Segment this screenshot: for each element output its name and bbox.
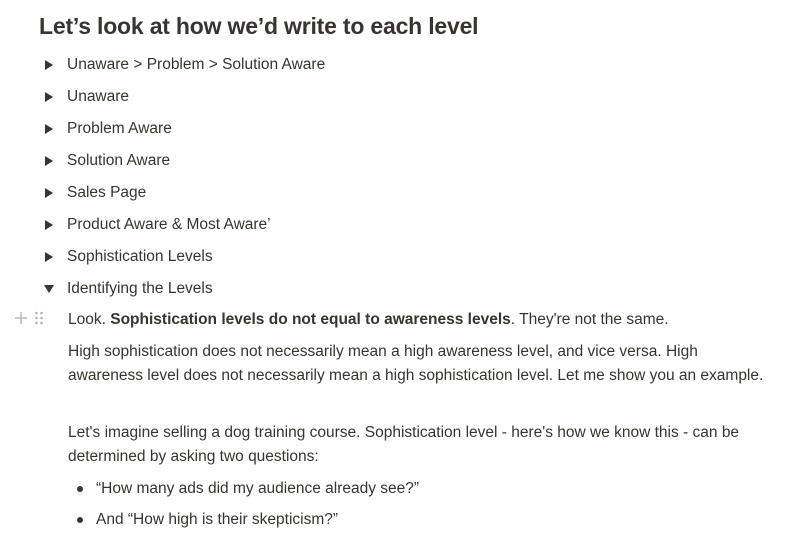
drag-handle-icon[interactable] xyxy=(34,311,44,330)
toggle-label: Unaware > Problem > Solution Aware xyxy=(67,56,326,73)
toggle-sales-page[interactable] xyxy=(44,177,146,209)
toggle-label: Unaware xyxy=(67,88,130,105)
paragraph-dog-training: Let's imagine selling a dog training course. Sophistication level - here's how we know this - can be determined by asking two questions: xyxy=(68,424,740,465)
paragraph-sophistication-not-awareness xyxy=(68,308,768,332)
toggle-identifying-levels[interactable] xyxy=(44,273,213,305)
toggle-label: Problem Aware xyxy=(67,120,172,137)
toggle-solution-aware[interactable] xyxy=(44,145,170,177)
triangle-right-icon[interactable] xyxy=(44,53,68,77)
plus-icon[interactable] xyxy=(14,311,28,330)
triangle-right-icon[interactable] xyxy=(44,117,68,141)
list-item xyxy=(68,477,419,501)
triangle-down-icon[interactable] xyxy=(44,277,68,301)
triangle-right-icon[interactable] xyxy=(44,85,68,109)
triangle-right-icon[interactable] xyxy=(44,181,68,205)
toggle-product-aware[interactable] xyxy=(44,209,271,241)
list-item xyxy=(68,508,338,532)
paragraph-high-sophistication: High sophistication does not necessarily mean a high awareness level, and vice versa. High awareness level does not necessarily mean a high sophistication level. Let me show you an example. xyxy=(68,343,764,384)
toggle-label: Solution Aware xyxy=(67,152,171,169)
toggle-unaware[interactable] xyxy=(44,81,129,113)
bullet-icon xyxy=(77,517,83,523)
paragraph-text: Look. xyxy=(68,311,111,328)
triangle-right-icon[interactable] xyxy=(44,149,68,173)
toggle-label: Identifying the Levels xyxy=(67,280,213,297)
bold-text: Sophistication levels do not equal to awareness levels xyxy=(110,311,511,328)
toggle-sophistication-levels[interactable] xyxy=(44,241,213,273)
triangle-right-icon[interactable] xyxy=(44,213,68,237)
paragraph-text: . They're not the same. xyxy=(510,311,669,328)
block-handles xyxy=(14,310,44,330)
toggle-unaware-problem-solution[interactable] xyxy=(44,49,325,81)
toggle-label: Sophistication Levels xyxy=(67,248,213,265)
toggle-problem-aware[interactable] xyxy=(44,113,172,145)
toggle-label: Sales Page xyxy=(67,184,147,201)
bullet-icon xyxy=(77,486,83,492)
toggle-label: Product Aware & Most Aware’ xyxy=(67,216,271,233)
list-item-text: And “How high is their skepticism?” xyxy=(96,511,339,528)
list-item-text: “How many ads did my audience already see?” xyxy=(96,480,420,497)
triangle-right-icon[interactable] xyxy=(44,245,68,269)
page-heading: Let’s look at how we’d write to each level xyxy=(39,13,479,39)
